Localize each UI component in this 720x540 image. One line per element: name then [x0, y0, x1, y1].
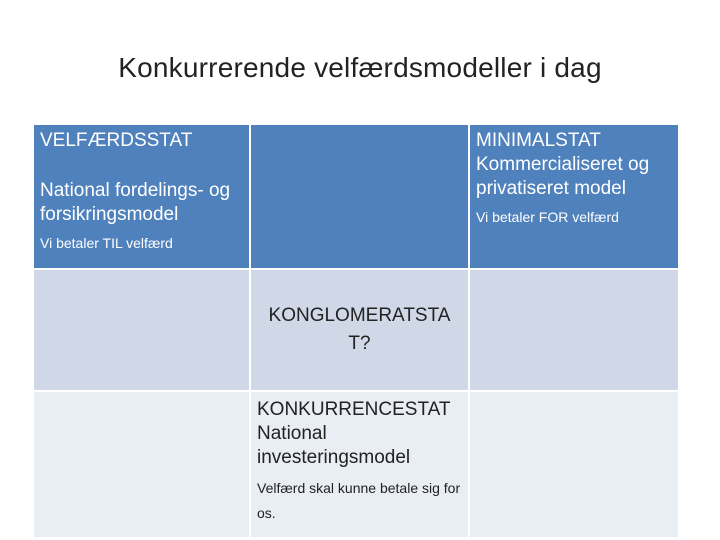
header-cell-empty [250, 124, 469, 269]
minimalstat-model: Kommercialiseret og privatiseret model [476, 154, 650, 199]
konglomeratstat-cell [250, 269, 469, 391]
minimalstat-heading: MINIMALSTAT [476, 130, 601, 151]
konkurrencestat-note: Velfærd skal kunne betale sig for os. [257, 480, 461, 521]
konkurrencestat-cell [250, 391, 469, 538]
velfaerdsstat-heading: VELFÆRDSSTAT [40, 130, 193, 151]
row2-left-cell [33, 269, 250, 391]
konglomeratstat-label: KONGLOMERATSTA T? [268, 305, 451, 354]
header-cell-velfaerdsstat [33, 124, 250, 269]
row3-left-cell [33, 391, 250, 538]
slide-title: Konkurrerende velfærdsmodeller i dag [118, 52, 602, 83]
header-cell-minimalstat [469, 124, 679, 269]
row2-right-cell [469, 269, 679, 391]
minimalstat-note: Vi betaler FOR velfærd [476, 209, 619, 225]
konkurrencestat-heading: KONKURRENCESTAT [257, 399, 451, 420]
velfaerdsstat-note: Vi betaler TIL velfærd [40, 235, 173, 251]
konkurrencestat-model: National investeringsmodel [257, 423, 411, 468]
row3-right-cell [469, 391, 679, 538]
welfare-models-table [33, 124, 679, 538]
velfaerdsstat-model: National fordelings- og forsikringsmodel [40, 180, 231, 225]
